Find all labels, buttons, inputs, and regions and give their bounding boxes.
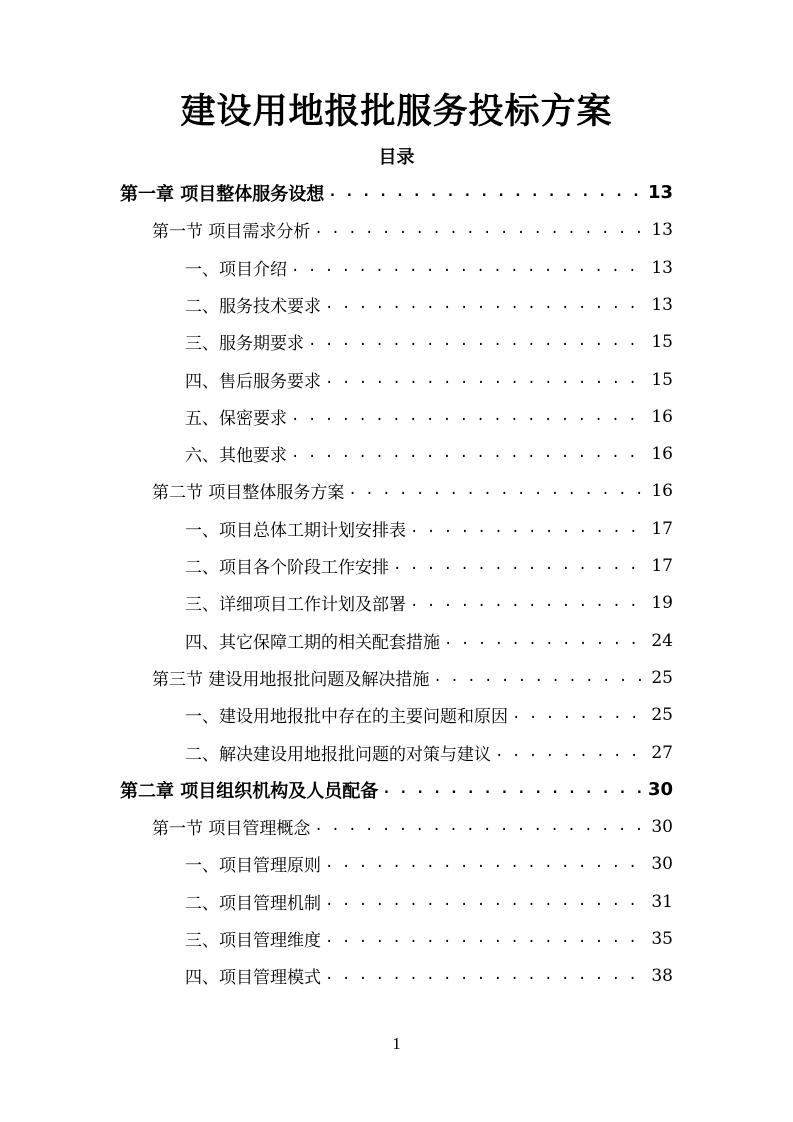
- toc-entry[interactable]: [185, 435, 673, 472]
- toc-entry[interactable]: [185, 584, 673, 621]
- toc-entry-page: 13: [651, 219, 673, 240]
- toc-entry-page: 25: [651, 704, 673, 725]
- toc-entry-page: 38: [651, 965, 673, 986]
- toc-entry-page: 30: [651, 853, 673, 874]
- toc-entry-title: 二、服务技术要求: [185, 297, 321, 317]
- toc-dot-leader: [291, 435, 645, 472]
- toc-entry[interactable]: [185, 323, 673, 360]
- toc-entry-title: 一、项目介绍: [185, 260, 287, 280]
- toc-entry-title: 一、建设用地报批中存在的主要问题和原因: [185, 707, 508, 727]
- toc-entry[interactable]: [185, 734, 673, 771]
- toc-dot-leader: [433, 659, 645, 696]
- toc-entry-page: 13: [651, 294, 673, 315]
- toc-entry[interactable]: [185, 249, 673, 286]
- toc-entry-title: 第三节 建设用地报批问题及解决措施: [152, 670, 430, 690]
- toc-entry[interactable]: [185, 957, 673, 994]
- toc-entry-title: 第一节 项目需求分析: [152, 222, 311, 242]
- toc-entry-title: 四、其它保障工期的相关配套措施: [185, 633, 440, 653]
- toc-entry-title: 四、售后服务要求: [185, 372, 321, 392]
- toc-entry-page: 16: [651, 406, 673, 427]
- toc-entry[interactable]: [152, 472, 673, 509]
- toc-entry-page: 13: [647, 182, 673, 203]
- toc-entry[interactable]: [185, 845, 673, 882]
- toc-entry-page: 15: [651, 331, 673, 352]
- toc-entry-page: 30: [647, 779, 673, 800]
- toc-entry-page: 17: [651, 555, 673, 576]
- toc-entry-page: 16: [651, 480, 673, 501]
- toc-entry[interactable]: [185, 286, 673, 323]
- toc-dot-leader: [393, 547, 645, 584]
- toc-dot-leader: [314, 211, 645, 248]
- toc-dot-leader: [382, 771, 642, 808]
- toc-entry[interactable]: [185, 883, 673, 920]
- toc-dot-leader: [410, 510, 645, 547]
- toc-entry[interactable]: [185, 361, 673, 398]
- toc-entry-page: 13: [651, 257, 673, 278]
- toc-entry-title: 第一章 项目整体服务设想: [120, 183, 325, 205]
- toc-entry-page: 24: [651, 630, 673, 651]
- toc-entry-title: 六、其他要求: [185, 446, 287, 466]
- toc-dot-leader: [291, 398, 645, 435]
- toc-entry-title: 第一节 项目管理概念: [152, 819, 311, 839]
- toc-entry[interactable]: [185, 547, 673, 584]
- toc-entry-page: 31: [651, 891, 673, 912]
- toc-entry[interactable]: [120, 771, 673, 808]
- toc-dot-leader: [512, 696, 645, 733]
- toc-dot-leader: [308, 323, 645, 360]
- toc-entry-title: 三、详细项目工作计划及部署: [185, 595, 406, 615]
- page-number: 1: [392, 1034, 401, 1053]
- toc-entry-title: 三、服务期要求: [185, 334, 304, 354]
- toc-entry-page: 25: [651, 667, 673, 688]
- toc-entry-page: 35: [651, 928, 673, 949]
- toc-entry-page: 15: [651, 369, 673, 390]
- toc-entry-title: 一、项目总体工期计划安排表: [185, 521, 406, 541]
- toc-entry-title: 二、解决建设用地报批问题的对策与建议: [185, 745, 491, 765]
- document-title: 建设用地报批服务投标方案: [180, 91, 613, 132]
- toc-entry-page: 30: [651, 816, 673, 837]
- toc-heading: 目录: [378, 147, 415, 168]
- toc-entry-page: 19: [651, 592, 673, 613]
- toc-entry-page: 16: [651, 443, 673, 464]
- toc-entry[interactable]: [185, 622, 673, 659]
- toc-dot-leader: [325, 286, 645, 323]
- toc-entry-title: 二、项目管理机制: [185, 894, 321, 914]
- toc-dot-leader: [325, 361, 645, 398]
- toc-entry-page: 17: [651, 518, 673, 539]
- toc-entry-title: 第二章 项目组织机构及人员配备: [120, 780, 379, 802]
- toc-entry[interactable]: [152, 808, 673, 845]
- toc-dot-leader: [325, 957, 645, 994]
- toc-dot-leader: [495, 734, 645, 771]
- toc-entry-title: 五、保密要求: [185, 409, 287, 429]
- toc-entry-title: 四、项目管理模式: [185, 968, 321, 988]
- toc-dot-leader: [325, 883, 645, 920]
- toc-entry[interactable]: [152, 659, 673, 696]
- toc-dot-leader: [291, 249, 645, 286]
- toc-dot-leader: [410, 584, 645, 621]
- toc-dot-leader: [328, 174, 642, 211]
- toc-entry-title: 二、项目各个阶段工作安排: [185, 558, 389, 578]
- toc-dot-leader: [444, 622, 645, 659]
- toc-dot-leader: [325, 845, 645, 882]
- toc-entry[interactable]: [185, 920, 673, 957]
- toc-entry-page: 27: [651, 742, 673, 763]
- toc-entry[interactable]: [185, 398, 673, 435]
- toc-dot-leader: [314, 808, 645, 845]
- toc-entry-title: 第二节 项目整体服务方案: [152, 483, 345, 503]
- toc-entry-title: 三、项目管理维度: [185, 931, 321, 951]
- toc-entry[interactable]: [120, 174, 673, 211]
- toc-entry[interactable]: [152, 211, 673, 248]
- toc-dot-leader: [325, 920, 645, 957]
- toc-entry[interactable]: [185, 696, 673, 733]
- toc-entry-title: 一、项目管理原则: [185, 856, 321, 876]
- toc-entry[interactable]: [185, 510, 673, 547]
- toc-dot-leader: [348, 472, 645, 509]
